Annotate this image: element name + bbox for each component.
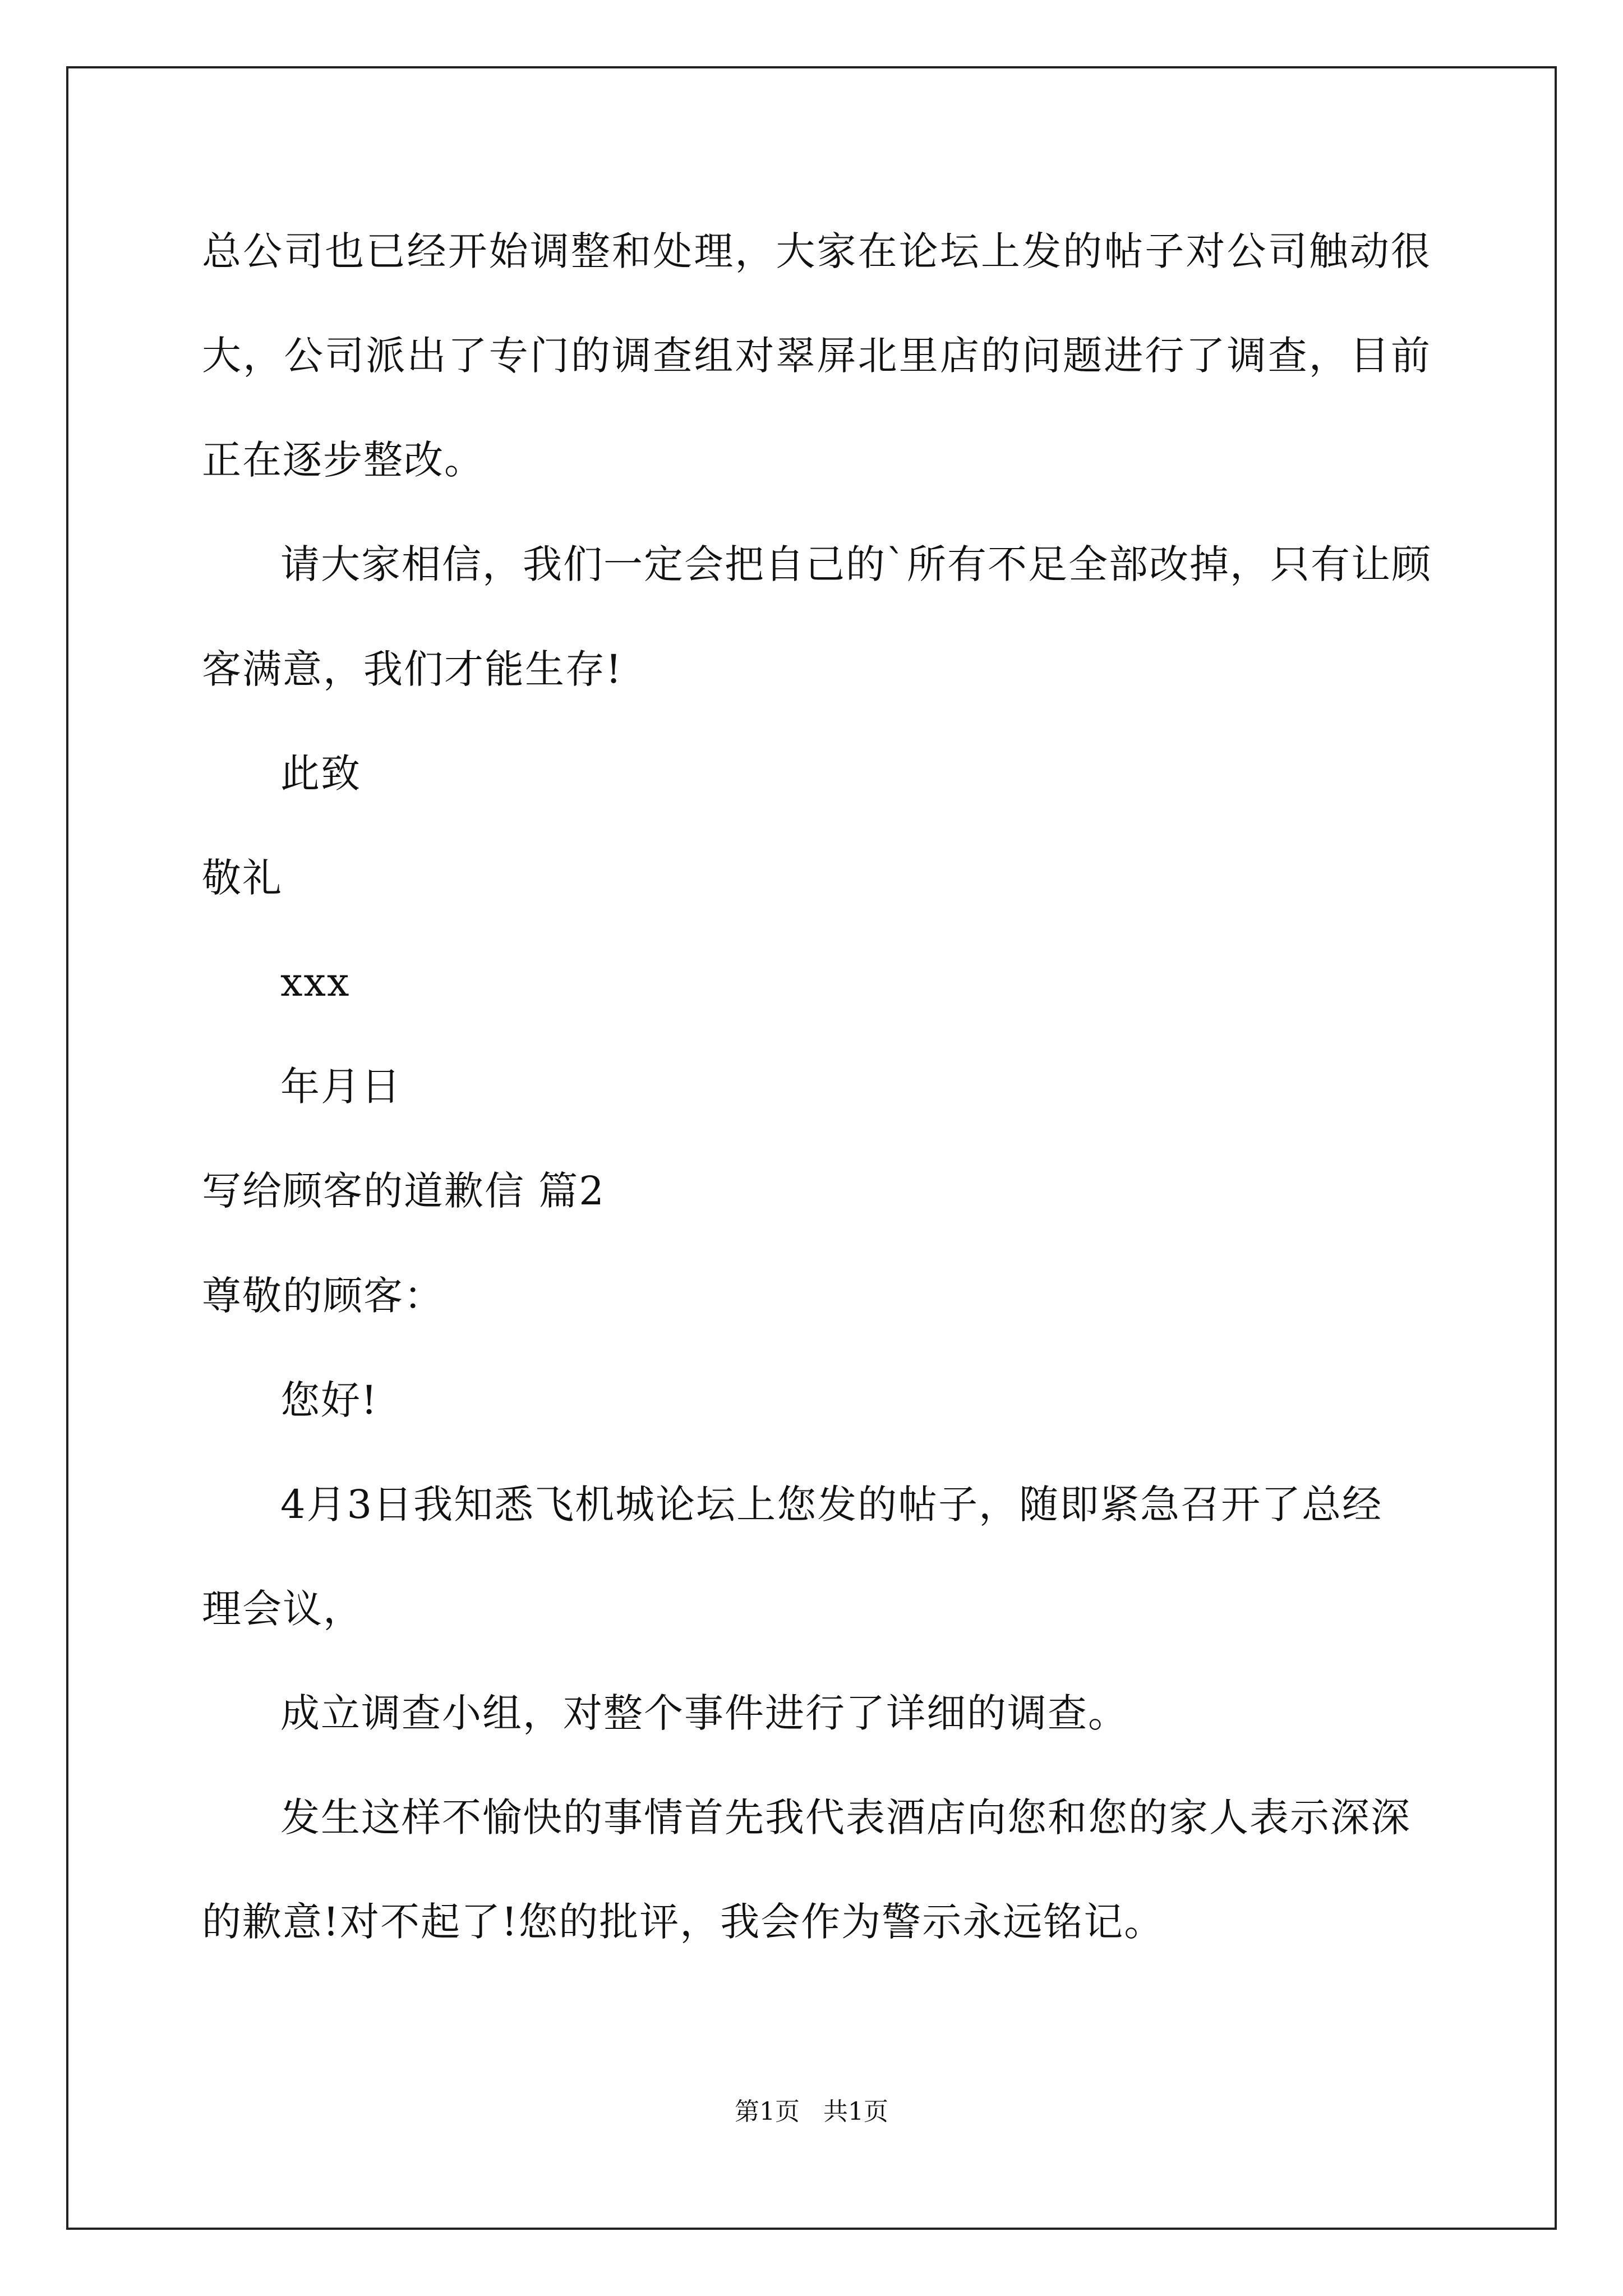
body-line: 4月3日我知悉飞机城论坛上您发的帖子，随即紧急召开了总经 [280, 1481, 1383, 1527]
body-line: 总公司也已经开始调整和处理，大家在论坛上发的帖子对公司触动很 [202, 228, 1430, 274]
body-line: 正在逐步整改。 [202, 437, 485, 483]
body-line: 理会议， [202, 1586, 363, 1632]
body-line: 成立调查小组，对整个事件进行了详细的调查。 [280, 1690, 1128, 1736]
signature: xxx [280, 959, 351, 1005]
closing-salutation: 此致 [280, 751, 361, 797]
page-footer: 第1页 共1页 [735, 2097, 888, 2126]
body-line: 大，公司派出了专门的调查组对翠屏北里店的问题进行了调查，目前 [202, 333, 1430, 379]
body-line: 客满意，我们才能生存! [202, 646, 623, 692]
body-line: 发生这样不愉快的事情首先我代表酒店向您和您的家人表示深深 [280, 1795, 1411, 1841]
body-line: 请大家相信，我们一定会把自己的`所有不足全部改掉，只有让顾 [280, 541, 1432, 587]
date-line: 年月日 [280, 1064, 402, 1110]
section-heading: 写给顾客的道歉信 篇2 [202, 1168, 605, 1214]
body-line: 的歉意!对不起了!您的批评，我会作为警示永远铭记。 [202, 1899, 1165, 1945]
greeting: 尊敬的顾客： [202, 1273, 444, 1319]
closing-regards: 敬礼 [202, 855, 283, 901]
greeting-line: 您好! [280, 1377, 379, 1423]
